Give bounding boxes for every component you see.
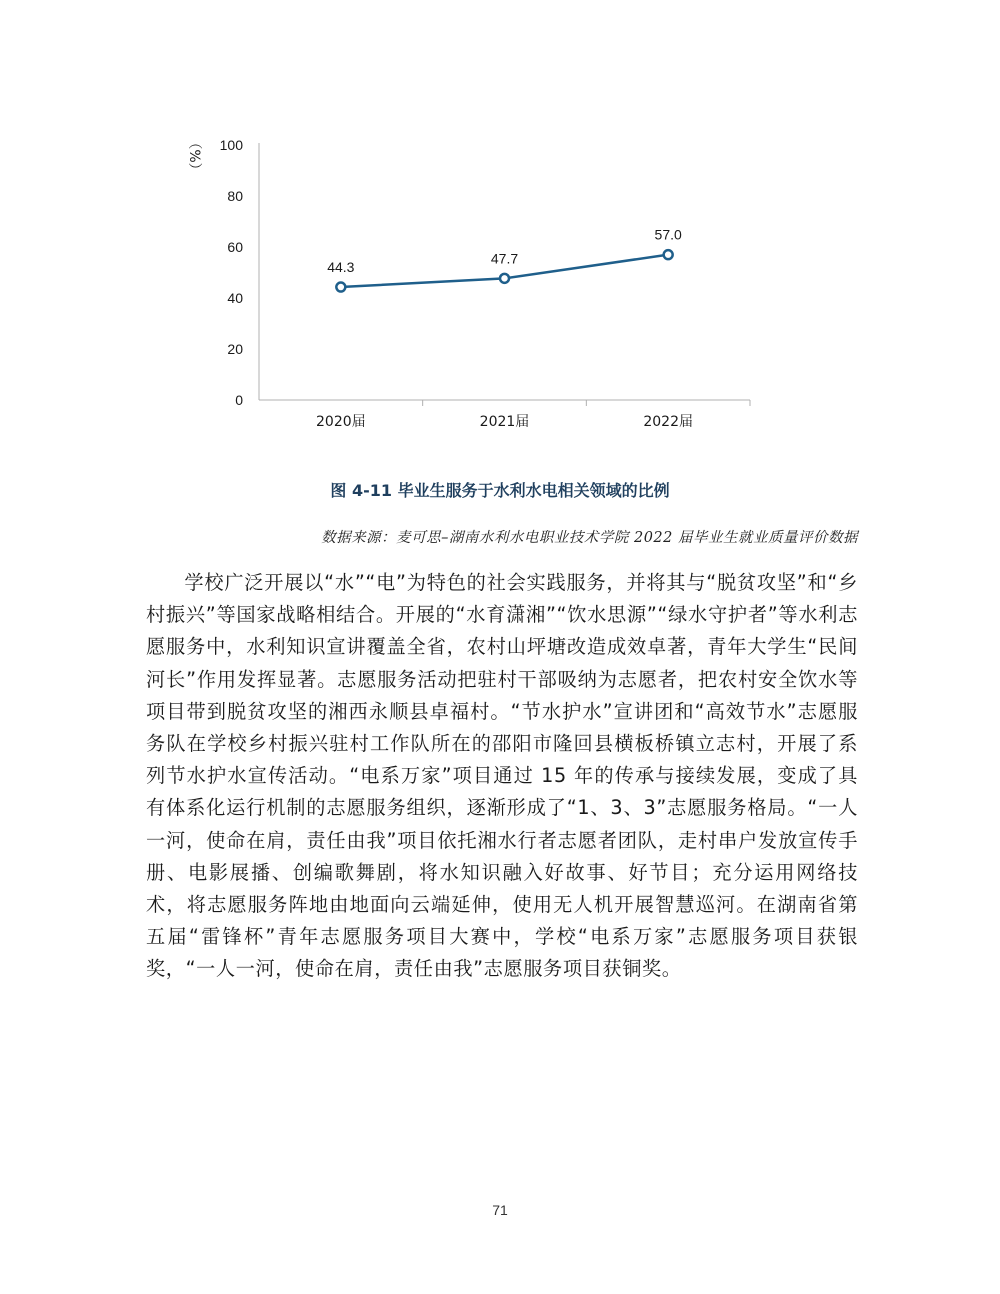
y-tick-label: 80	[227, 188, 243, 204]
data-point-marker	[664, 250, 673, 259]
x-tick-label: 2021届	[479, 414, 530, 430]
series-line-group	[327, 227, 682, 292]
data-source-note: 数据来源：麦可思–湖南水利水电职业技术学院 2022 届毕业生就业质量评价数据	[321, 530, 858, 546]
y-tick-label: 0	[235, 392, 243, 408]
y-tick-label: 20	[227, 341, 243, 357]
x-tick-label: 2022届	[643, 414, 693, 430]
data-label: 47.7	[490, 250, 519, 267]
x-tick-label: 2020届	[316, 414, 366, 430]
body-paragraph: 学校广泛开展以“水”“电”为特色的社会实践服务，并将其与“脱贫攻坚”和“乡村振兴”等国家战略相结合。开展的“水育潇湘”“饮水思源”“绿水守护者”等水利志愿服务中，水利知识宣讲覆盖全省，农村山坪塘改造成效卓著，青年大学生“民间河长”作用发挥显著。志愿服务活动把驻村干部吸纳为志愿者，把农村安全饮水等项目带到脱贫攻坚的湘西永顺县卓福村。“节水护水”宣讲团和“高效节水”志愿服务队在学校乡村振兴驻村工作队所在的邵阳市隆回县横板桥镇立志村，开展了系列节水护水宣传活动。“电系万家”项目通过 15 年的传承与接续发展，变成了具有体系化运行机制的志愿服务组织，逐渐形成了“1、3、3”志愿服务格局。“一人一河，使命在肩，责任由我”项目依托湘水行者志愿者团队，走村串户发放宣传手册、电影展播、创编歌舞剧，将水知识融入好故事、好节目；充分运用网络技术，将志愿服务阵地由地面向云端延伸，使用无人机开展智慧巡河。在湖南省第五届“雷锋杯”青年志愿服务项目大赛中，学校“电系万家”志愿服务项目获银奖，“一人一河，使命在肩，责任由我”志愿服务项目获铜奖。	[146, 571, 858, 981]
data-label: 57.0	[654, 226, 682, 243]
y-axis-label	[186, 135, 202, 176]
data-point-marker	[500, 274, 509, 283]
y-axis-title: （%）	[186, 135, 202, 177]
figure-caption: 图 4-11 毕业生服务于水利水电相关领域的比例	[330, 481, 670, 500]
body-text	[146, 567, 858, 986]
data-label: 44.3	[327, 259, 355, 276]
x-axis-ticks	[316, 400, 750, 430]
data-point-marker	[336, 283, 345, 292]
y-axis-ticks	[220, 137, 244, 408]
page-number: 71	[492, 1202, 508, 1218]
line-chart	[0, 0, 1000, 470]
y-tick-label: 40	[227, 290, 243, 306]
y-tick-label: 100	[219, 137, 243, 153]
y-tick-label: 60	[227, 239, 243, 255]
